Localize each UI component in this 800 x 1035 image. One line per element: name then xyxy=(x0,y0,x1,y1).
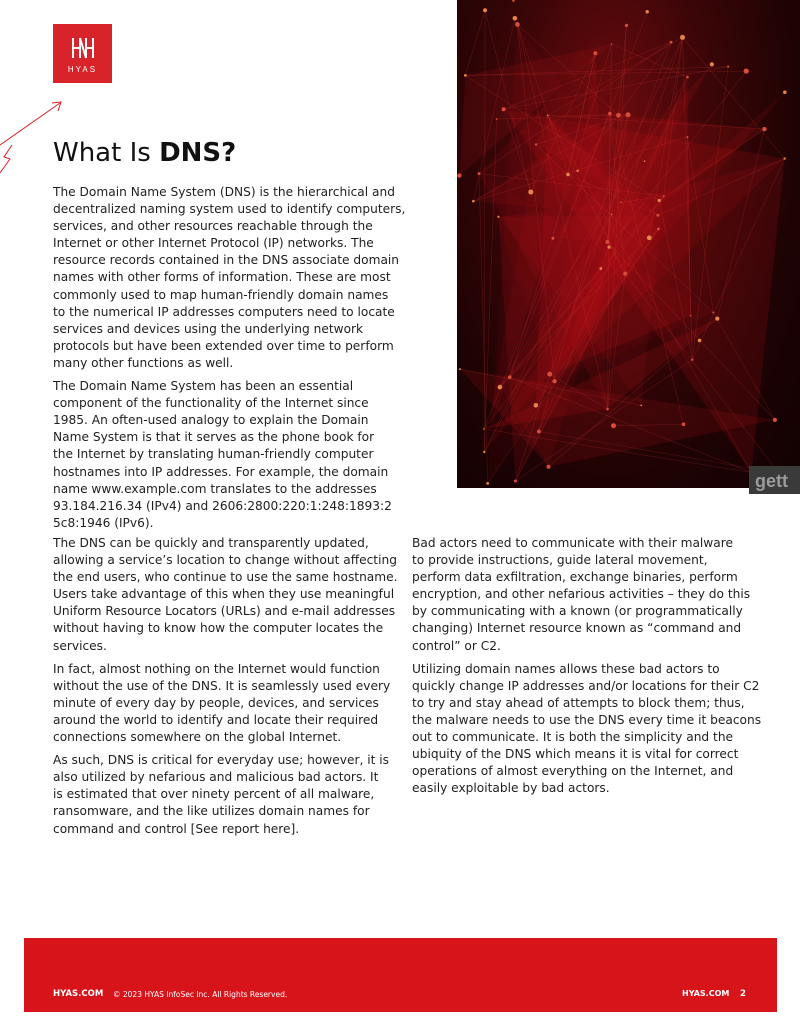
network-node xyxy=(625,24,628,27)
text-line: ubiquity of the DNS which means it is vital for correct xyxy=(412,747,739,762)
text-line: resource records contained in the DNS associate domain xyxy=(53,253,400,268)
network-node xyxy=(534,403,539,408)
text-line: names with other forms of information. These are most xyxy=(53,270,391,285)
network-node xyxy=(644,160,646,162)
text-line: changing) Internet resource known as “command and xyxy=(412,621,742,636)
text-line: to try and stay ahead of attempts to block them; thus, xyxy=(412,695,745,710)
network-node xyxy=(783,157,785,159)
network-node xyxy=(552,379,556,383)
network-node xyxy=(502,107,506,111)
text-line: services. xyxy=(53,638,107,653)
network-link xyxy=(479,174,488,484)
network-node xyxy=(620,201,622,203)
hyas-logo-mark-icon xyxy=(70,34,96,62)
left-column-bottom xyxy=(53,535,398,844)
network-node xyxy=(640,404,642,406)
text-line: the end users, who continue to use the same hostname. xyxy=(53,570,398,585)
text-line: 1985. An often-used analogy to explain the Domain xyxy=(53,413,369,428)
text-line: The DNS can be quickly and transparently updated, xyxy=(53,536,369,550)
page-number: 2 xyxy=(740,989,746,999)
network-node xyxy=(483,428,485,430)
text-line: around the world to identify and locate their required xyxy=(53,712,379,727)
text-line: 5c8:1946 (IPv6). xyxy=(53,515,154,530)
paragraph xyxy=(412,535,757,655)
text-line: component of the functionality of the Internet since xyxy=(53,396,369,411)
network-node xyxy=(464,74,467,77)
network-node xyxy=(690,315,692,317)
text-line: The Domain Name System has been an essential xyxy=(53,379,354,394)
network-node xyxy=(605,240,609,244)
network-node xyxy=(647,235,652,240)
text-line: encryption, and other nefarious activities – they do this xyxy=(412,587,751,602)
text-line: name www.example.com translates to the addresses xyxy=(53,481,377,496)
network-node xyxy=(457,173,461,177)
title-normal: What Is xyxy=(53,138,160,168)
text-line: the malware needs to use the DNS every time it beacons xyxy=(412,712,762,727)
network-node xyxy=(686,136,688,138)
network-node xyxy=(623,272,627,276)
paragraph xyxy=(412,661,762,798)
network-node xyxy=(478,172,481,175)
network-node xyxy=(483,8,487,12)
network-link xyxy=(465,10,485,75)
network-node xyxy=(616,113,621,118)
network-node xyxy=(698,339,702,343)
network-node xyxy=(547,115,549,117)
footer-site-link[interactable]: HYAS.COM xyxy=(53,989,104,999)
hyas-logo[interactable] xyxy=(53,24,112,83)
network-node xyxy=(611,423,616,428)
paragraph xyxy=(53,378,398,532)
network-node xyxy=(576,170,578,172)
logo-wordmark: HYAS xyxy=(67,64,98,74)
text-line: the Internet by translating human-friendly computer xyxy=(53,447,374,462)
text-line: protocols but have been extended over time to perform xyxy=(53,338,394,353)
text-line: In fact, almost nothing on the Internet would function xyxy=(53,661,380,676)
network-node xyxy=(680,35,685,40)
network-node xyxy=(514,479,517,482)
text-line: many other functions as well. xyxy=(53,355,234,370)
text-line: minute of every day by people, devices, and services xyxy=(53,695,379,710)
footer-copyright: © 2023 HYAS InfoSec Inc. All Rights Reserved. xyxy=(113,990,288,999)
hero-network-image xyxy=(457,0,800,488)
network-node xyxy=(608,112,611,115)
network-node xyxy=(607,246,610,249)
network-node xyxy=(773,418,777,422)
text-line: allowing a service’s location to change without affecting xyxy=(53,553,397,568)
network-node xyxy=(508,375,512,379)
text-line: services, and other resources reachable through the xyxy=(53,219,373,234)
text-line: Uniform Resource Locators (URLs) and e-mail addresses xyxy=(53,604,396,619)
network-node xyxy=(626,112,631,117)
network-node xyxy=(658,199,661,202)
paragraph xyxy=(53,661,398,746)
text-line: without having to know how the computer locates the xyxy=(53,621,384,636)
stock-watermark: gett xyxy=(749,466,800,494)
text-line: operations of almost everything on the Internet, and xyxy=(412,764,734,779)
network-node xyxy=(497,216,499,218)
network-node xyxy=(513,16,518,21)
text-line: without the use of the DNS. It is seamlessly used every xyxy=(53,678,391,693)
network-node xyxy=(551,237,554,240)
text-line: by communicating with a known (or programmatically xyxy=(412,604,743,619)
network-node xyxy=(546,465,550,469)
footer-site-link-right[interactable]: HYAS.COM xyxy=(682,989,730,998)
paragraph xyxy=(53,535,398,655)
network-node xyxy=(712,311,714,313)
network-node xyxy=(459,368,461,370)
network-node xyxy=(611,43,613,45)
network-graphic xyxy=(457,0,800,488)
text-line: Internet or other Internet Protocol (IP) networks. The xyxy=(53,236,374,251)
text-line: commonly used to map human-friendly domain names xyxy=(53,287,389,302)
network-node xyxy=(593,51,597,55)
text-line: perform data exfiltration, exchange binaries, perform xyxy=(412,570,738,585)
network-node xyxy=(657,228,660,231)
left-column-top xyxy=(53,184,406,538)
page-title xyxy=(53,138,236,168)
network-node xyxy=(606,408,609,411)
text-line: quickly change IP addresses and/or locations for their C2 xyxy=(412,678,760,693)
network-node xyxy=(663,195,665,197)
network-node xyxy=(715,316,719,320)
network-node xyxy=(691,359,693,361)
footer-bar xyxy=(24,938,777,1012)
network-node xyxy=(783,91,787,95)
network-node xyxy=(547,372,552,377)
network-node xyxy=(599,267,602,270)
text-line: to the numerical IP addresses computers need to locate xyxy=(53,304,395,319)
text-line: also utilized by nefarious and malicious bad actors. It xyxy=(53,770,379,785)
text-line: Users take advantage of this when they use meaningful xyxy=(53,587,395,602)
network-node xyxy=(670,41,673,44)
network-node xyxy=(496,118,498,120)
network-node xyxy=(710,62,714,66)
text-line: ransomware, and the like utilizes domain names for xyxy=(53,804,370,819)
network-node xyxy=(537,430,541,434)
text-line: to provide instructions, guide lateral movement, xyxy=(412,553,708,568)
text-line: 93.184.216.34 (IPv4) and 2606:2800:220:1:248:1893:2 xyxy=(53,498,392,513)
network-node xyxy=(528,190,533,195)
network-node xyxy=(611,213,613,215)
network-node xyxy=(472,200,475,203)
text-line: Bad actors need to communicate with their malware xyxy=(412,536,733,550)
paragraph xyxy=(53,752,398,837)
network-node xyxy=(727,66,729,68)
text-line: control” or C2. xyxy=(412,638,501,653)
text-line: services and devices using the underlying network xyxy=(53,321,364,336)
text-line: easily exploitable by bad actors. xyxy=(412,781,610,796)
network-node xyxy=(483,451,485,453)
text-line: out to communicate. It is both the simplicity and the xyxy=(412,730,734,745)
text-line: is estimated that over ninety percent of all malware, xyxy=(53,787,375,802)
network-node xyxy=(498,385,503,390)
text-line: connections somewhere on the global Internet. xyxy=(53,730,342,745)
right-column-bottom xyxy=(412,535,762,803)
text-line: As such, DNS is critical for everyday use; however, it is xyxy=(53,753,390,768)
network-node xyxy=(686,76,689,79)
network-node xyxy=(486,482,489,485)
network-node xyxy=(656,214,659,217)
title-bold: DNS? xyxy=(159,138,237,168)
network-node xyxy=(515,22,520,27)
text-line: hostnames into IP addresses. For example, the domain xyxy=(53,464,389,479)
text-line: Name System is that it serves as the phone book for xyxy=(53,430,375,445)
text-line: command and control [See report here]. xyxy=(53,821,300,836)
network-node xyxy=(682,423,686,427)
text-line: Utilizing domain names allows these bad actors to xyxy=(412,661,720,676)
text-line: decentralized naming system used to identify computers, xyxy=(53,202,406,217)
network-node xyxy=(512,0,515,2)
network-node xyxy=(744,68,749,73)
network-node xyxy=(566,173,570,177)
network-node xyxy=(646,10,649,13)
paragraph xyxy=(53,184,406,372)
text-line: The Domain Name System (DNS) is the hierarchical and xyxy=(53,185,395,199)
network-node xyxy=(535,143,537,145)
network-node xyxy=(762,127,766,131)
